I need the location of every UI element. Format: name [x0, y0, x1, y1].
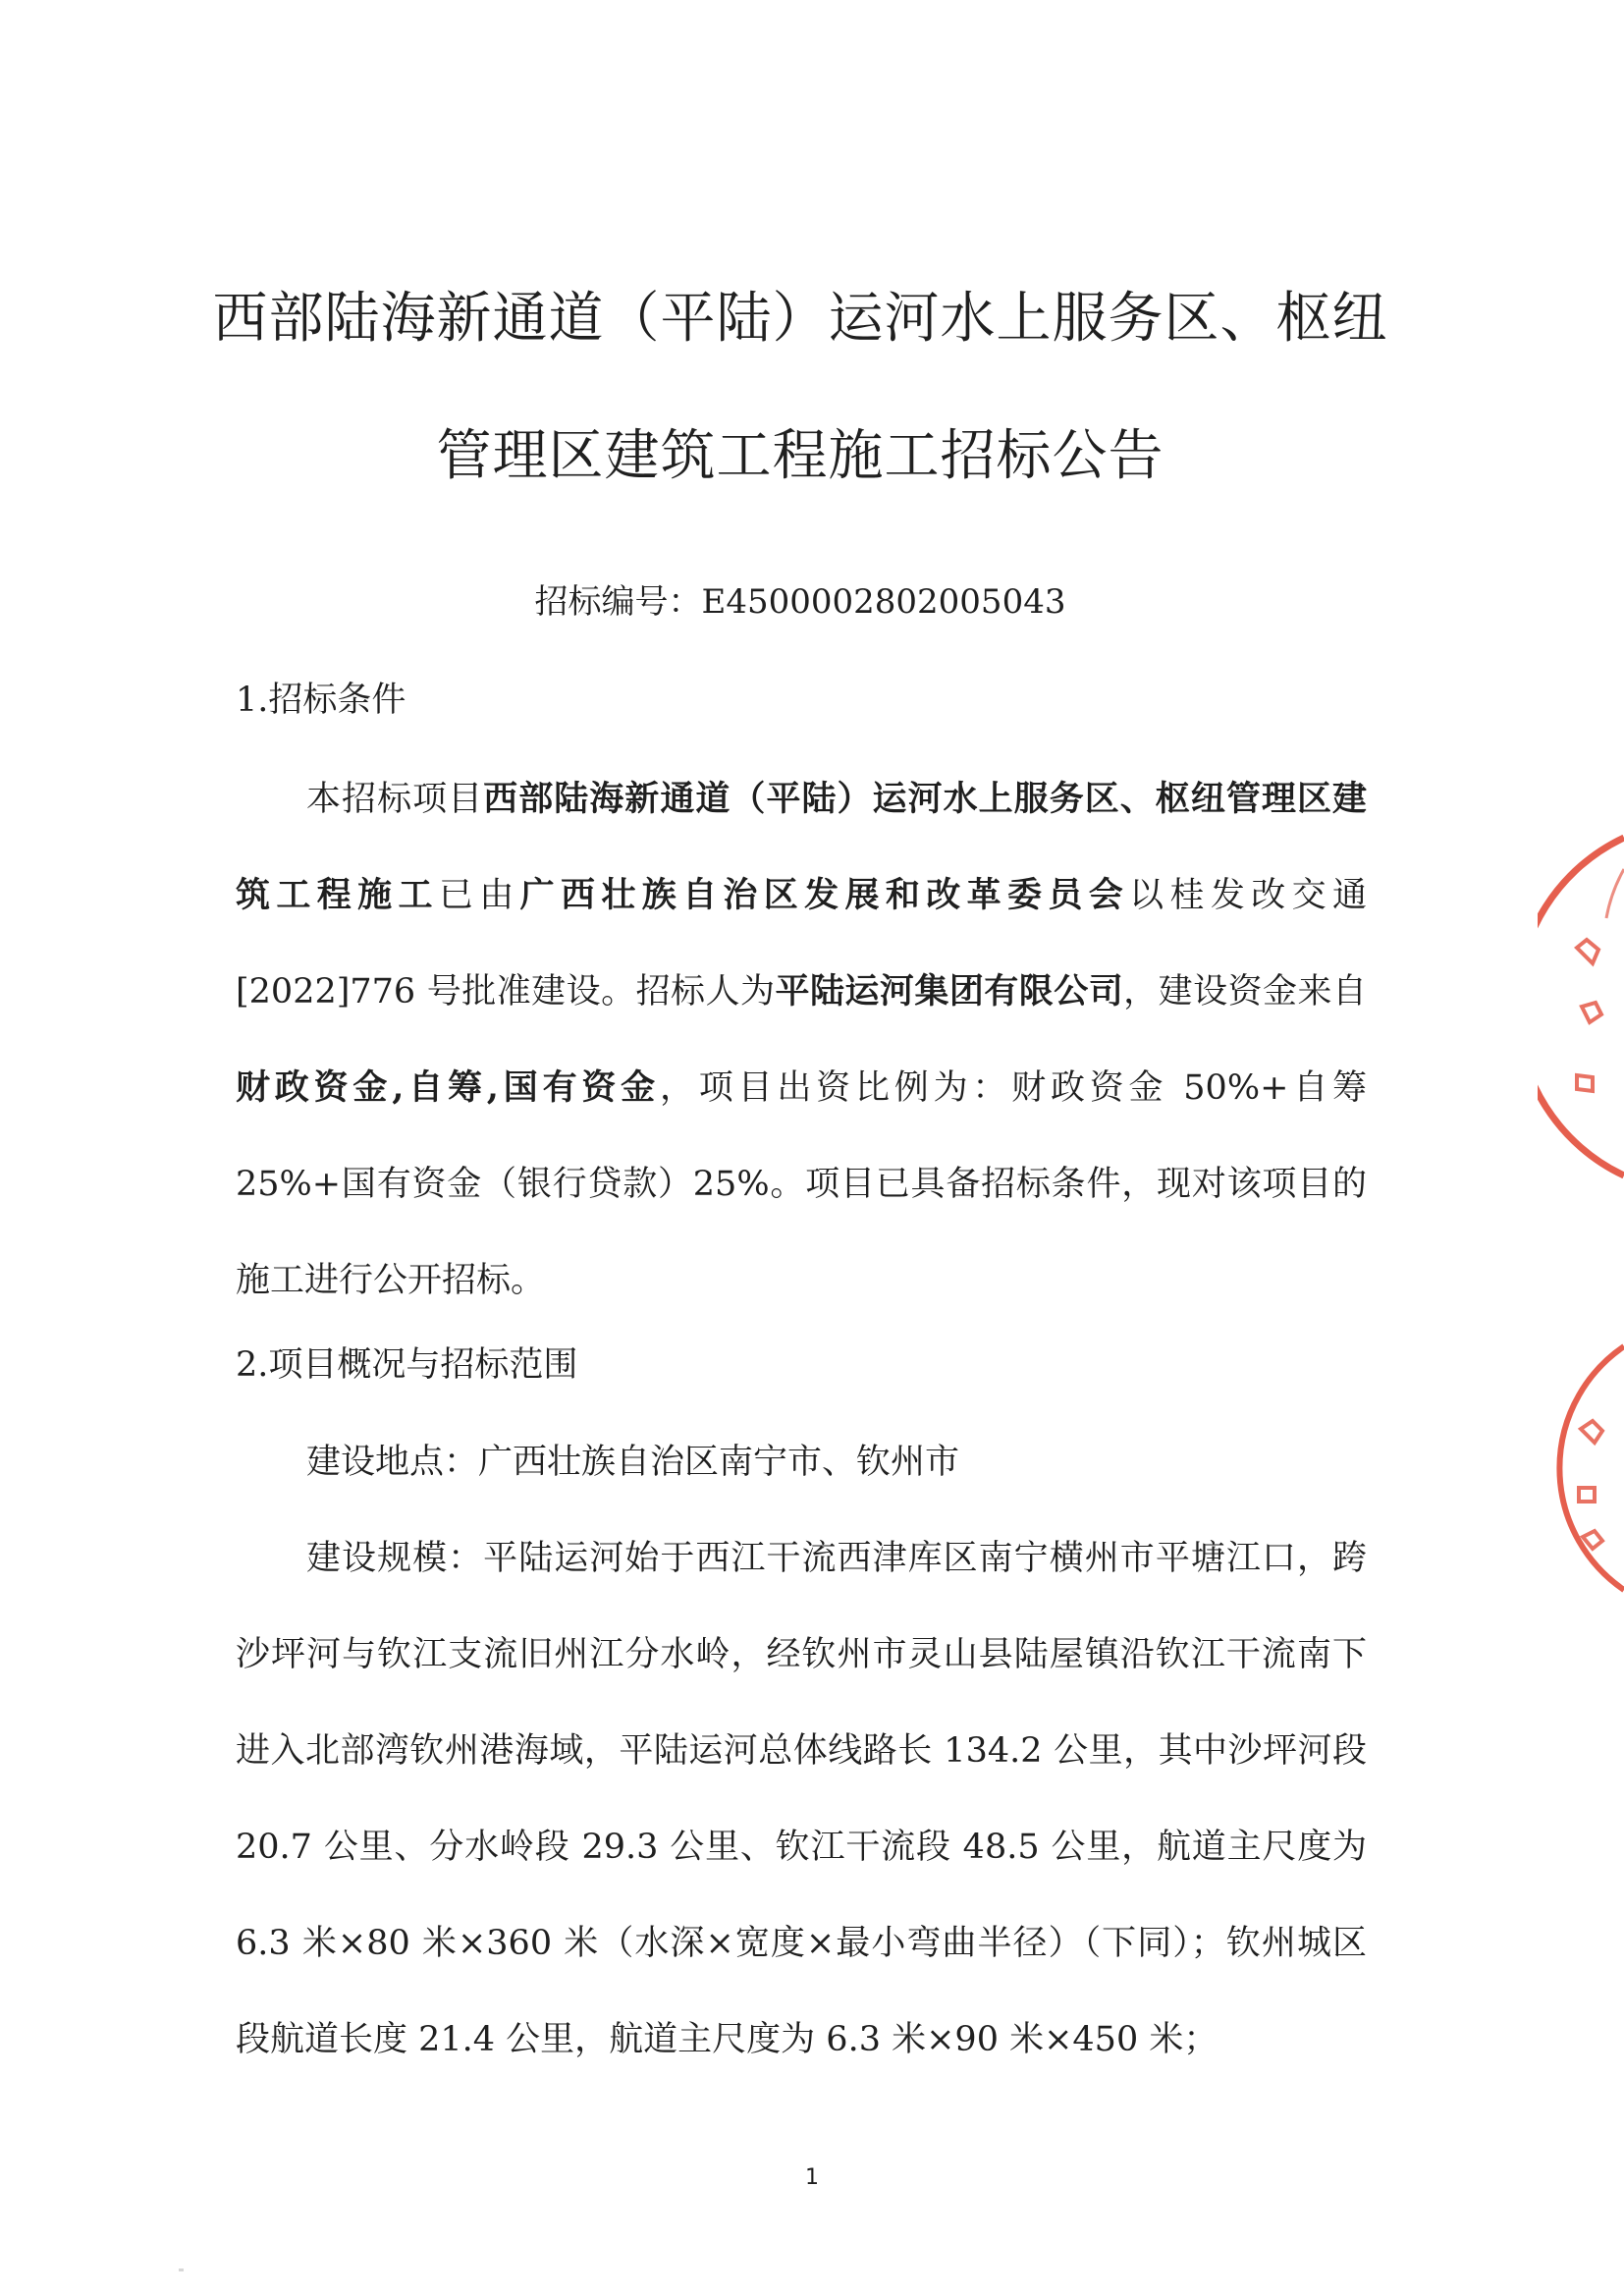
section-heading-2: 2.项目概况与招标范围	[236, 1345, 578, 1385]
section-heading-1: 1.招标条件	[236, 681, 406, 720]
document-title	[196, 250, 1404, 525]
page-number: 1	[805, 2165, 819, 2190]
bid-conditions-paragraph	[236, 751, 1367, 1329]
construction-location: 建设地点：广西壮族自治区南宁市、钦州市	[306, 1443, 960, 1482]
bid-number: 招标编号：E4500002802005043	[534, 582, 1066, 622]
para-text: ，项目出资比例为：财政资金 50%+自筹 25%+国有资金（银行贷款）25%。项目已具备招标条件，现对该项目的施工进行公开招标。	[236, 1068, 1368, 1300]
approval-authority: 广西壮族自治区发展和改革委员会	[519, 875, 1130, 915]
construction-scale: 建设规模：平陆运河始于西江干流西津库区南宁横州市平塘江口，跨沙坪河与钦江支流旧州江分水岭，经钦州市灵山县陆屋镇沿钦江干流南下进入北部湾钦州港海域，平陆运河总体线路长 134.2 公里，其中沙坪河段 20.7 公里、分水岭段 29.3 公里、钦江干流段 48.5 公里，航道主尺度为 6.3 米×80 米×360 米（水深×宽度×最小弯曲半径）（下同）；钦州城区段航道长度 21.4 公里，航道主尺度为 6.3 米×90 米×450 米；	[236, 1539, 1367, 2059]
red-seal-icon	[1538, 830, 1624, 1183]
title-line-1: 西部陆海新通道（平陆）运河水上服务区、枢纽	[212, 287, 1388, 351]
scan-dot	[179, 2269, 184, 2271]
para-text: 本招标项目	[306, 780, 484, 819]
para-text: ，建设资金来自	[1123, 972, 1367, 1011]
para-text: 已由	[438, 876, 520, 915]
para-text: 以桂发改交通[2022]776 号批准建设。招标人为	[236, 876, 1367, 1011]
tenderer-name: 平陆运河集团有限公司	[775, 971, 1124, 1011]
funding-source: 财政资金,自筹,国有资金	[236, 1067, 660, 1108]
title-line-2: 管理区建筑工程施工招标公告	[436, 424, 1164, 488]
red-seal-icon	[1553, 1340, 1624, 1596]
project-name: 西部陆海新通道（平陆）运河水上服务区、枢纽管理区建筑工程施工	[236, 779, 1367, 915]
